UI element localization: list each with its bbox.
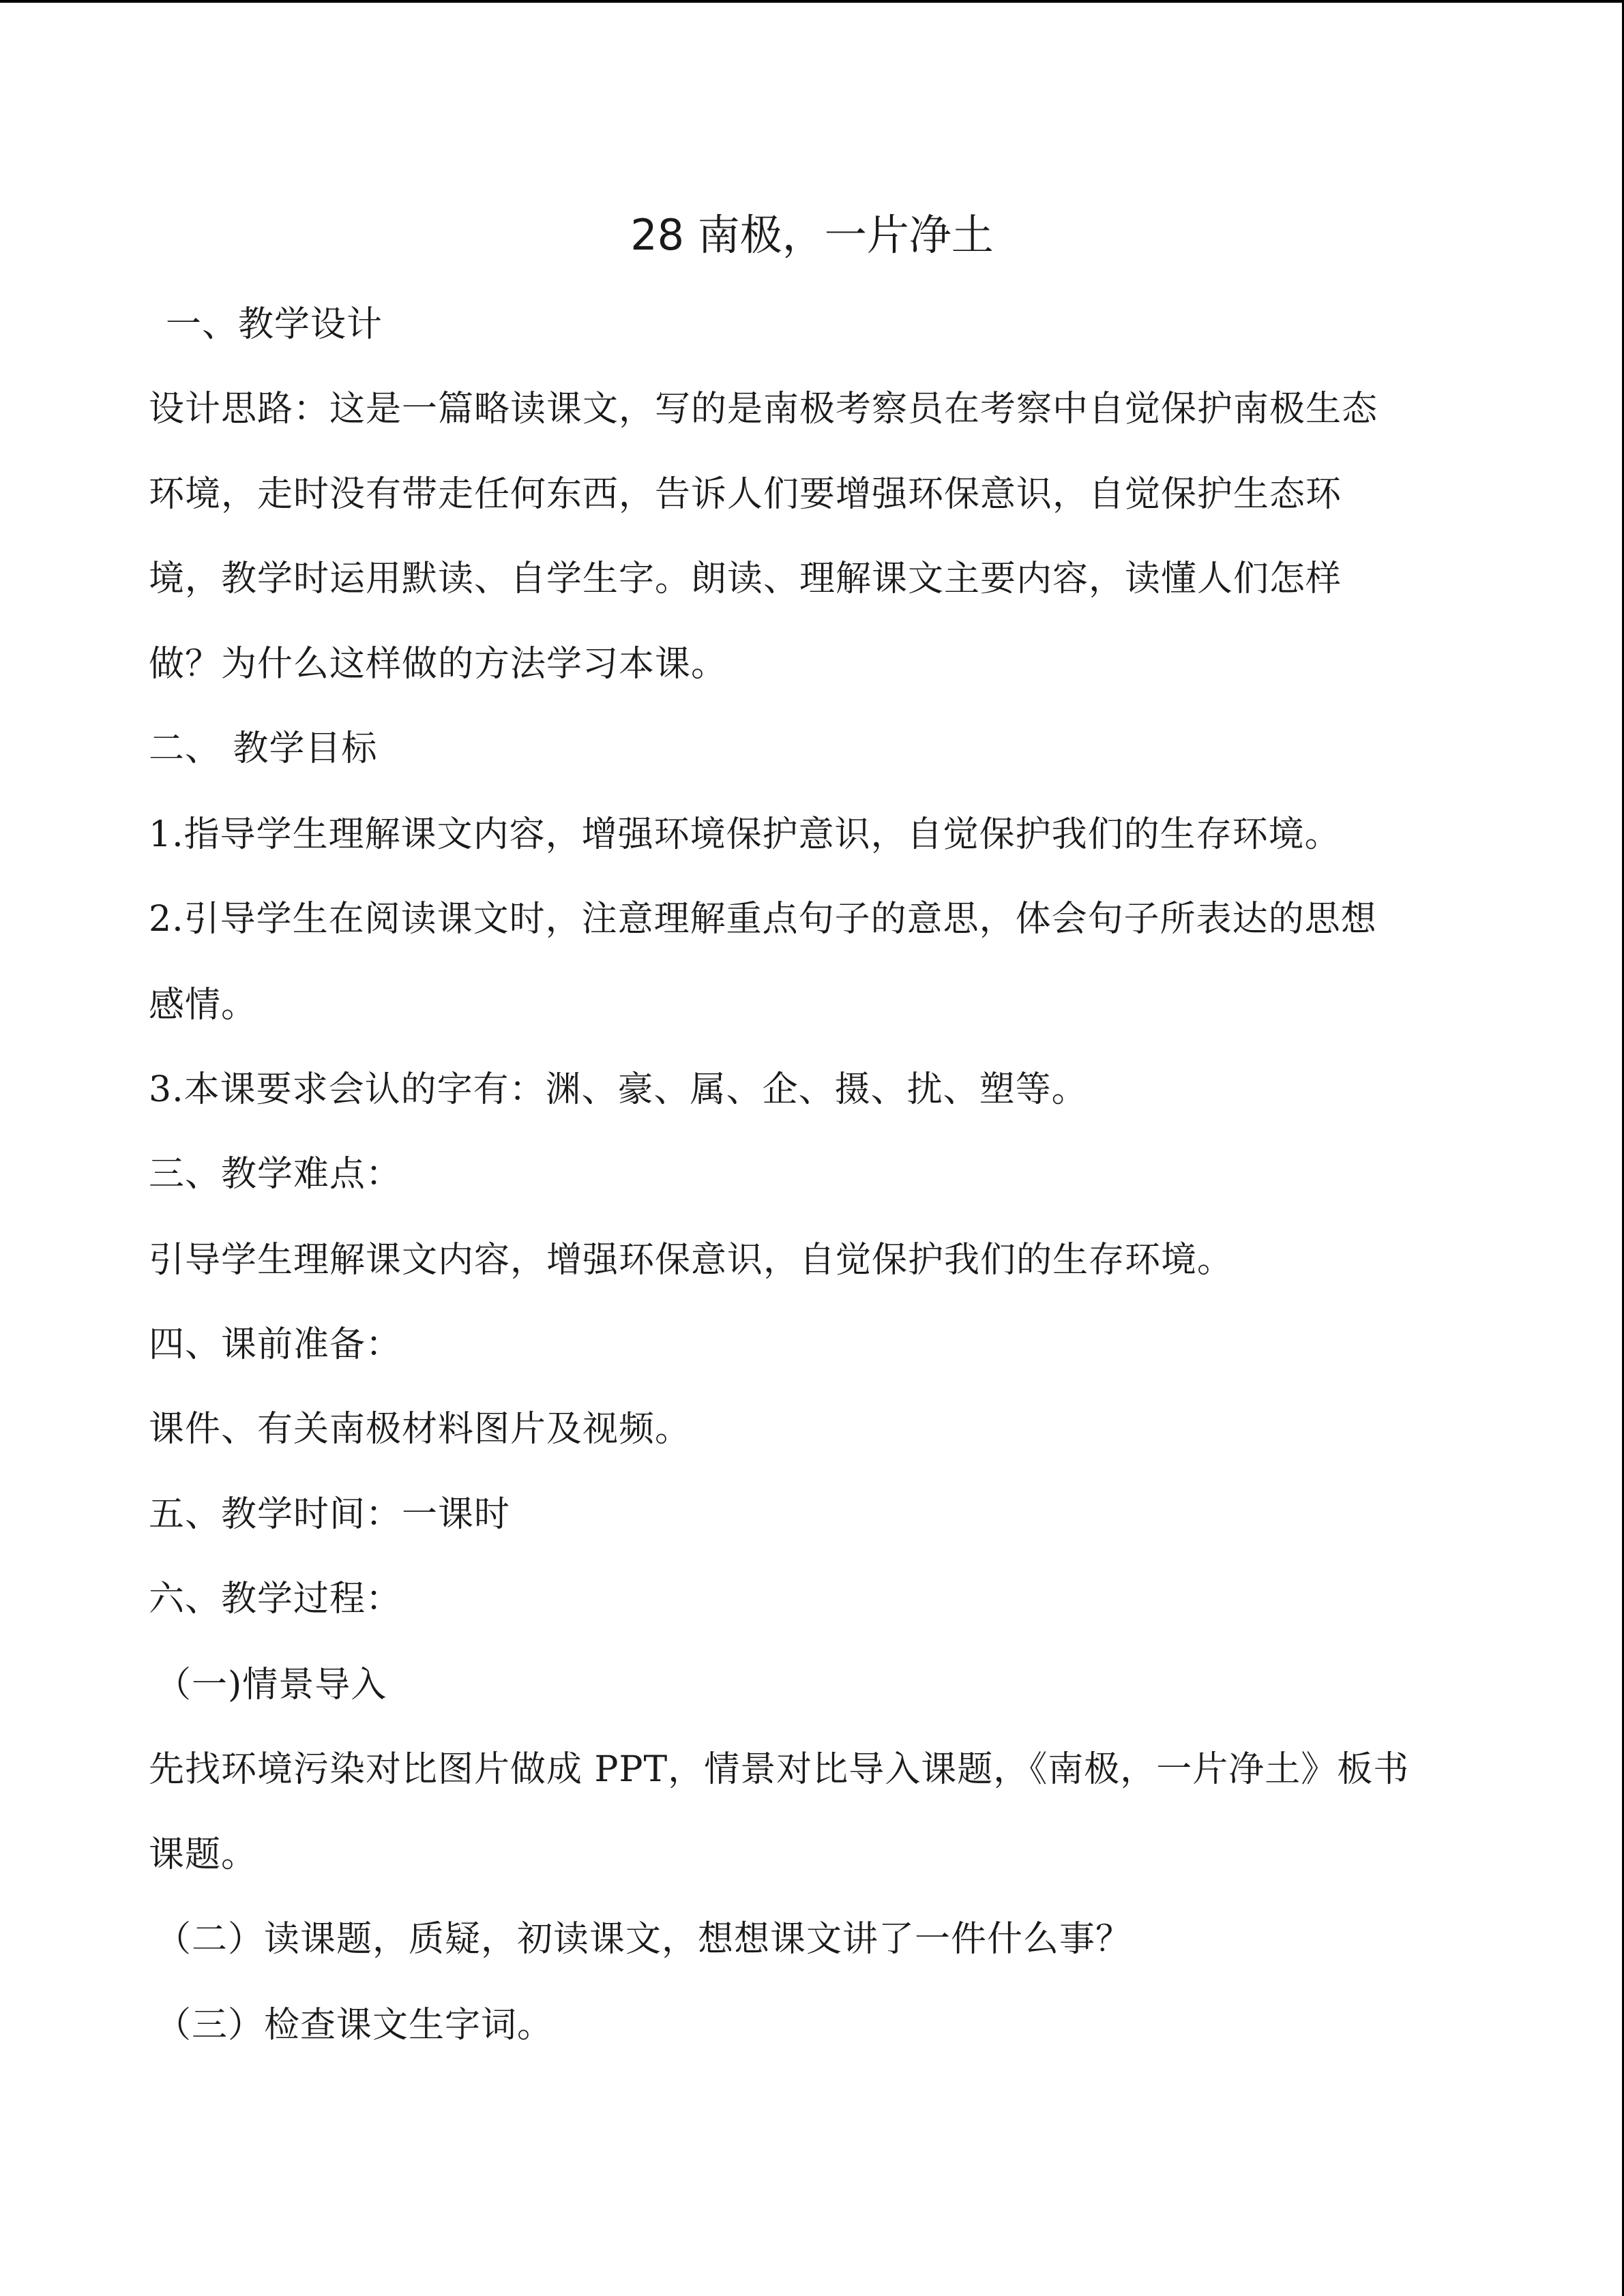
paragraph-line: 课件、有关南极材料图片及视频。 <box>149 1409 692 1450</box>
list-item: 1.指导学生理解课文内容，增强环境保护意识，自觉保护我们的生存环境。 <box>149 814 1341 855</box>
section-heading-teaching-time: 五、教学时间：一课时 <box>149 1494 511 1535</box>
paragraph-line: 做？为什么这样做的方法学习本课。 <box>149 644 728 685</box>
subsection-heading: （一)情景导入 <box>156 1665 387 1705</box>
list-item: 3.本课要求会认的字有：渊、豪、属、企、摄、扰、塑等。 <box>149 1069 1088 1110</box>
section-heading-preparation: 四、课前准备： <box>149 1324 402 1365</box>
paragraph-line: 环境，走时没有带走任何东西，告诉人们要增强环保意识，自觉保护生态环 <box>149 474 1342 515</box>
page-title: 28 南极，一片净土 <box>630 210 994 260</box>
section-heading-teaching-design: 一、教学设计 <box>166 304 383 345</box>
paragraph-line: 境，教学时运用默读、自学生字。朗读、理解课文主要内容，读懂人们怎样 <box>149 558 1342 599</box>
paragraph-line: 课题。 <box>149 1834 258 1875</box>
paragraph-line: 感情。 <box>149 985 258 1026</box>
paragraph-line: 先找环境污染对比图片做成 PPT，情景对比导入课题，《南极，一片净土》板书 <box>149 1749 1410 1790</box>
paragraph-line: 引导学生理解课文内容，增强环保意识，自觉保护我们的生存环境。 <box>149 1240 1234 1281</box>
section-heading-difficulties: 三、教学难点： <box>149 1154 402 1195</box>
subsection-heading: （三）检查课文生字词。 <box>156 2005 554 2046</box>
list-item: 2.引导学生在阅读课文时，注意理解重点句子的意思，体会句子所表达的思想 <box>149 899 1377 940</box>
section-heading-teaching-process: 六、教学过程： <box>149 1579 402 1620</box>
top-border-line <box>0 0 1624 3</box>
subsection-heading: （二）读课题，质疑，初读课文，想想课文讲了一件什么事？ <box>156 1919 1132 1960</box>
paragraph-line: 设计思路：这是一篇略读课文，写的是南极考察员在考察中自觉保护南极生态 <box>149 389 1378 430</box>
section-heading-teaching-goals: 二、 教学目标 <box>149 728 378 769</box>
